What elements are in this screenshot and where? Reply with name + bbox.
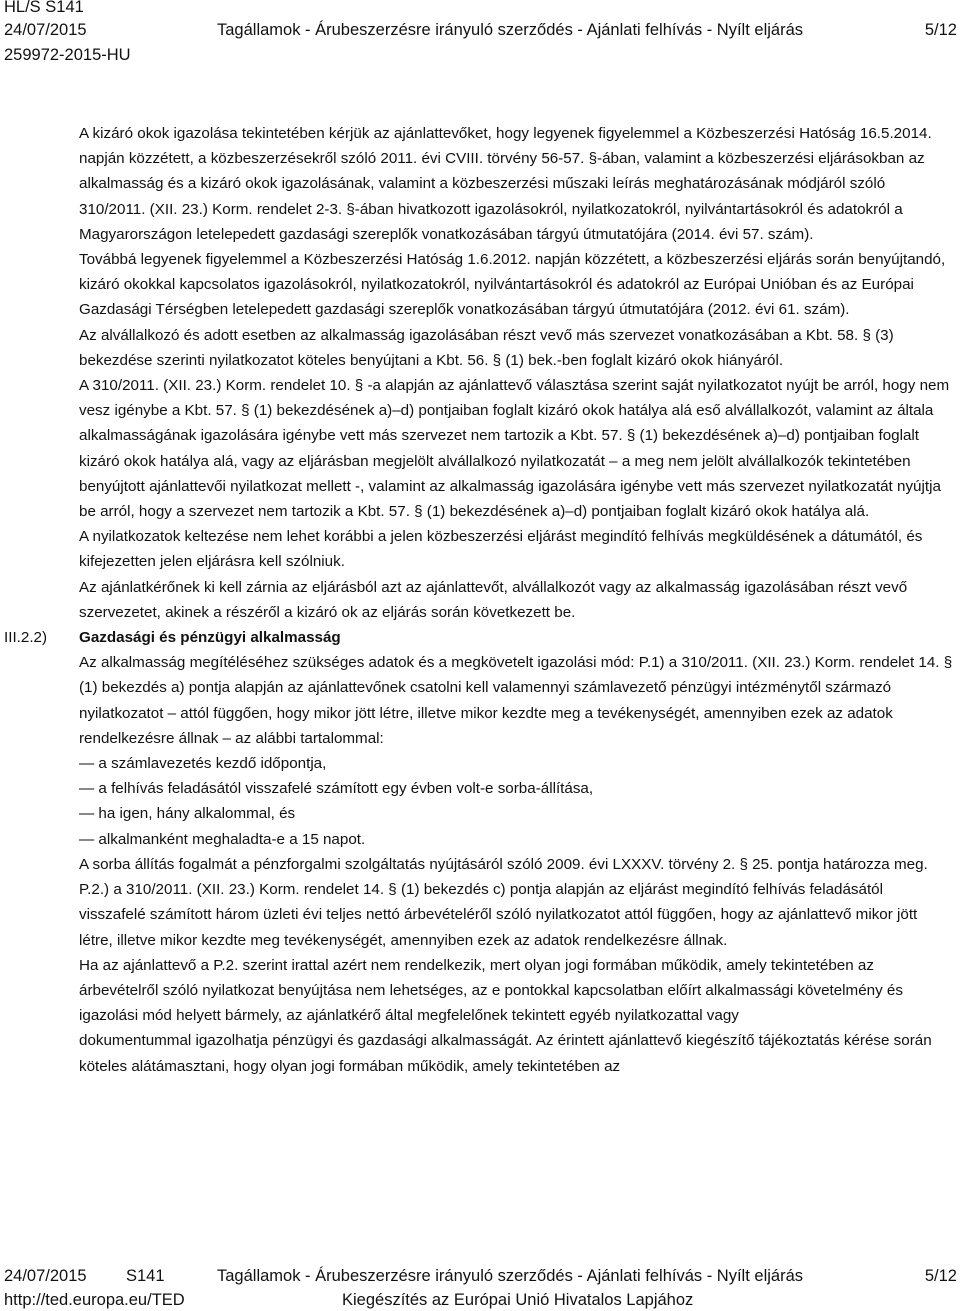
section-content: [79, 625, 953, 1079]
paragraph: A kizáró okok igazolása tekintetében kérjük az ajánlattevőket, hogy legyenek figyelemmel a Közbeszerzési Hatóság 16.5.2014. napján közzétett, a közbeszerzésekről szóló 2011. évi CVIII. törvény 56-57. §-ában, valamint a közbeszerzési eljárásokban az alkalmasság és a kizáró okok igazolásának, valamint a közbeszerzési műszaki leírás meghatározásának módjáról szóló 310/2011. (XII. 23.) Korm. rendelet 2-3. §-ában hivatkozott igazolásokról, nyilatkozatokról, nyilvántartásokról és adatokról a Magyarországon letelepedett gazdasági szereplők vonatkozásában tárgyú útmutatójára (2014. évi 57. szám).: [79, 125, 932, 243]
footer-url[interactable]: http://ted.europa.eu/TED: [4, 1291, 185, 1309]
header-date: 24/07/2015: [4, 21, 87, 39]
document-body: [0, 121, 960, 1246]
footer-date: 24/07/2015: [4, 1267, 87, 1285]
section-number: III.2.2): [4, 629, 48, 647]
list-item: — a számlavezetés kezdő időpontja,: [79, 755, 327, 773]
section-economic-financial-standing: [0, 625, 960, 1079]
header-notice-title: Tagállamok - Árubeszerzésre irányuló szerződés - Ajánlati felhívás - Nyílt eljárás: [217, 21, 803, 39]
paragraph: Az alkalmasság megítéléséhez szükséges adatok és a megkövetelt igazolási mód: P.1) a 310/2011. (XII. 23.) Korm. rendelet 14. § (1) bekezdés a) pontja alapján az ajánlattevőnek csatolni kell valamennyi számlavezető pénzügyi intézménytől származó nyilatkozatot – attól függően, hogy mikor jött létre, illetve mikor kezdte meg a tevékenységét, amennyiben ezek az adatok rendelkezésre állnak – az alábbi tartalommal:: [79, 654, 953, 747]
paragraph: A sorba állítás fogalmát a pénzforgalmi szolgáltatás nyújtásáról szóló 2009. évi LXXXV. törvény 2. § 25. pontja határozza meg.: [79, 855, 928, 873]
paragraph: Ha az ajánlattevő a P.2. szerint irattal azért nem rendelkezik, mert olyan jogi formában működik, amely tekintetében az árbevételről szóló nyilatkozat benyújtása nem lehetséges, az e pontokkal kapcsolatban előírt alkalmassági követelmény és igazolási mód helyett bármely, az ajánlatkérő által megfelelőnek tekintett egyéb nyilatkozattal vagy: [79, 956, 903, 1025]
paragraph: Az alvállalkozó és adott esetben az alkalmasság igazolásában részt vevő más szervezet vonatkozásában a Kbt. 58. § (3) bekezdése szerinti nyilatkozatot köteles benyújtani a Kbt. 56. § (1) bek.-ben foglalt kizáró okok hiányáról.: [79, 326, 894, 369]
paragraph: Továbbá legyenek figyelemmel a Közbeszerzési Hatóság 1.6.2012. napján közzétett, a közbeszerzési eljárás során benyújtandó, kizáró okokkal kapcsolatos igazolásokról, nyilatkozatokról, nyilvántartásokról és adatokról az Európai Unióban és az Európai Gazdasági Térségben letelepedett gazdasági szereplők vonatkozásában tárgyú útmutatójára (2012. évi 61. szám).: [79, 251, 946, 319]
header-page-number: 5/12: [924, 21, 957, 39]
page-footer: [0, 1262, 960, 1311]
section-exclusion-grounds: [0, 121, 960, 625]
footer-page-number: 5/12: [924, 1267, 957, 1285]
paragraph: Az ajánlatkérőnek ki kell zárnia az eljárásból azt az ajánlattevőt, alvállalkozót vagy az alkalmasság igazolásában részt vevő szervezetet, akinek a részéről a kizáró ok az eljárás során következett be.: [79, 578, 908, 621]
list-item: — alkalmanként meghaladta-e a 15 napot.: [79, 830, 366, 848]
footer-ojs-number: S141: [126, 1267, 165, 1285]
page-header: [0, 0, 960, 70]
paragraph: dokumentummal igazolhatja pénzügyi és gazdasági alkalmasságát. Az érintett ajánlattevő kiegészítő tájékoztatás kérése során köteles alátámasztani, hogy olyan jogi formában működik, amely tekintetében az: [79, 1032, 932, 1075]
footer-publication: Kiegészítés az Európai Unió Hivatalos Lapjához: [342, 1291, 694, 1309]
section-content: [79, 121, 953, 625]
list-item: — ha igen, hány alkalommal, és: [79, 805, 296, 823]
paragraph: P.2.) a 310/2011. (XII. 23.) Korm. rendelet 14. § (1) bekezdés c) pontja alapján az eljárást megindító felhívás feladásától visszafelé számított három üzleti évi teljes nettó árbevételéről szóló nyilatkozatot attól függően, hogy az ajánlattevő mikor jött létre, illetve mikor kezdte meg tevékenységét, amennyiben ezek az adatok rendelkezésre állnak.: [79, 881, 918, 949]
list-item: — a felhívás feladásától visszafelé számított egy évben volt-e sorba-állítása,: [79, 780, 594, 798]
header-ojs-number: HL/S S141: [4, 0, 84, 16]
section-heading: Gazdasági és pénzügyi alkalmasság: [79, 629, 341, 647]
paragraph: A 310/2011. (XII. 23.) Korm. rendelet 10. § -a alapján az ajánlattevő választása szerint saját nyilatkozatot nyújt be arról, hogy nem vesz igénybe a Kbt. 57. § (1) bekezdésének a)–d) pontjaiban foglalt kizáró okok hatálya alá eső alvállalkozót, valamint az általa alkalmasságának igazolására igénybe vett más szervezet nem tartozik a Kbt. 57. § (1) bekezdésének a)–d) pontjaiban foglalt kizáró okok hatálya alá, vagy az eljárásban megjelölt alvállalkozó nyilatkozatát – a meg nem jelölt alvállalkozók tekintetében benyújtott ajánlattevői nyilatkozat mellett -, valamint az alkalmasság igazolására igénybe vett más szervezet nyilatkozatát nyújtja be arról, hogy a szervezet nem tartozik a Kbt. 57. § (1) bekezdésének a)–d) pontjaiban foglalt kizáró okok hatálya alá.: [79, 377, 950, 521]
header-notice-id: 259972-2015-HU: [4, 46, 131, 64]
footer-notice-title: Tagállamok - Árubeszerzésre irányuló szerződés - Ajánlati felhívás - Nyílt eljárás: [217, 1267, 803, 1285]
paragraph: A nyilatkozatok keltezése nem lehet korábbi a jelen közbeszerzési eljárást megindító felhívás megküldésének a dátumától, és kifejezetten jelen eljárásra kell szólniuk.: [79, 528, 923, 571]
